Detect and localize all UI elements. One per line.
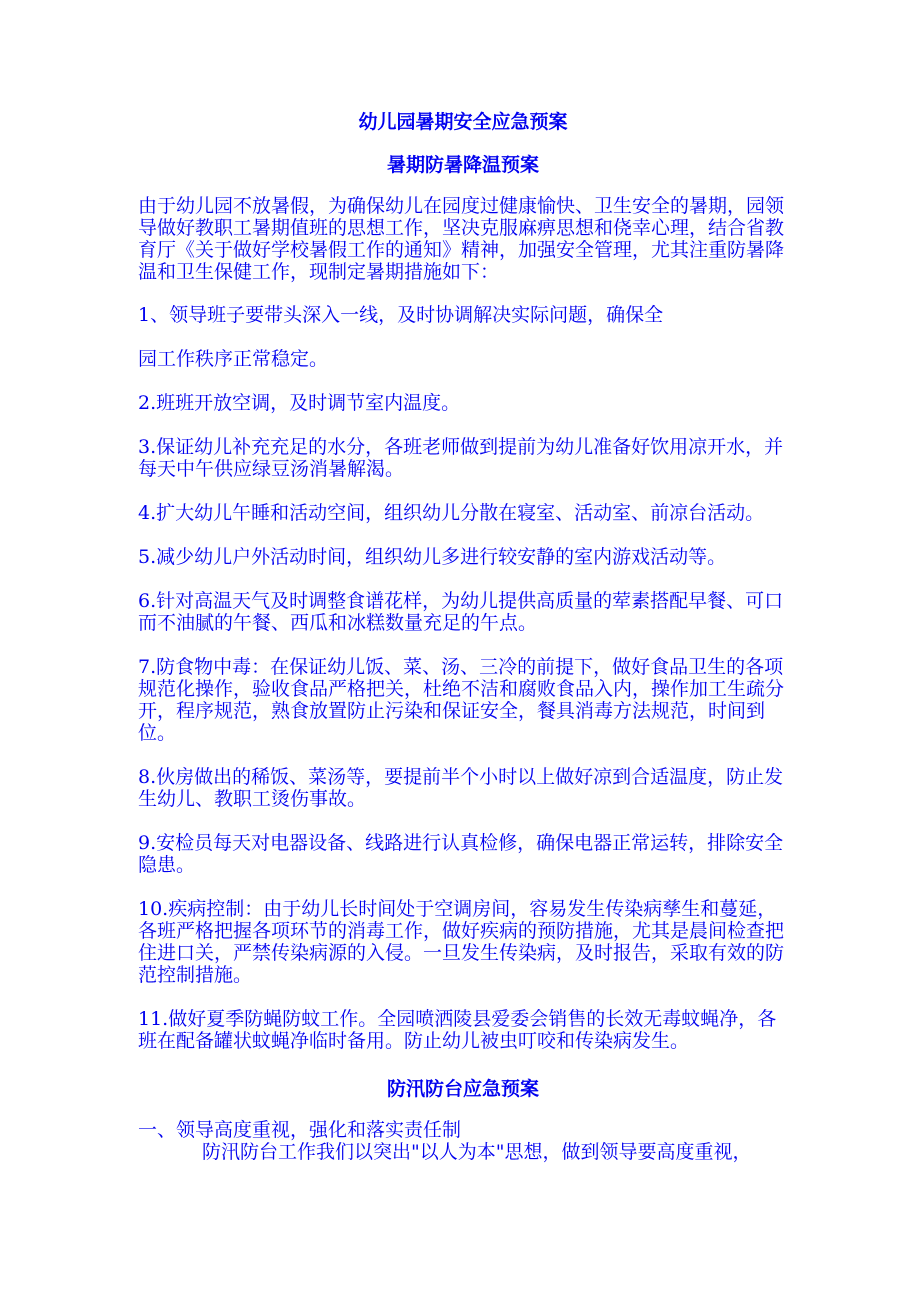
list-item: 5.减少幼儿户外活动时间，组织幼儿多进行较安静的室内游戏活动等。 [138,546,727,568]
list-item: 1、领导班子要带头深入一线，及时协调解决实际问题，确保全 [138,304,664,326]
list-item: 4.扩大幼儿午睡和活动空间，组织幼儿分散在寝室、活动室、前凉台活动。 [138,502,765,524]
list-item: 10.疾病控制：由于幼儿长时间处于空调房间，容易发生传染病孳生和蔓延，各班严格把握各项环节的消毒工作，做好疾病的预防措施，尤其是晨间检查把住进口关，严禁传染病源的入侵。一旦发生传染病，及时报告，采取有效的防范控制措施。 [138,898,785,986]
list-item: 3.保证幼儿补充充足的水分，各班老师做到提前为幼儿准备好饮用凉开水，并每天中午供应绿豆汤消暑解渴。 [138,436,784,480]
section-heading-flood: 防汛防台应急预案 [386,1078,539,1100]
body-line: 防汛防台工作我们以突出"以人为本"思想，做到领导要高度重视， [202,1141,752,1163]
list-item: 7.防食物中毒：在保证幼儿饭、菜、汤、三冷的前提下，做好食品卫生的各项规范化操作，验收食品严格把关，杜绝不洁和腐败食品入内，操作加工生疏分开，程序规范，熟食放置防止污染和保证安全，餐具消毒方法规范，时间到位。 [138,656,785,744]
list-item: 8.伙房做出的稀饭、菜汤等，要提前半个小时以上做好凉到合适温度，防止发生幼儿、教职工烫伤事故。 [138,766,784,810]
list-item: 9.安检员每天对电器设备、线路进行认真检修，确保电器正常运转，排除安全隐患。 [138,832,784,876]
list-item: 6.针对高温天气及时调整食谱花样，为幼儿提供高质量的荤素搭配早餐、可口而不油腻的午餐、西瓜和冰糕数量充足的午点。 [138,590,784,634]
document-title: 幼儿园暑期安全应急预案 [358,111,568,133]
list-item: 园工作秩序正常稳定。 [138,348,329,370]
intro-paragraph: 由于幼儿园不放暑假，为确保幼儿在园度过健康愉快、卫生安全的暑期，园领导做好教职工暑期值班的思想工作，坚决克服麻痹思想和侥幸心理，结合省教育厅《关于做好学校暑假工作的通知》精神，加强安全管理，尤其注重防暑降温和卫生保健工作，现制定暑期措施如下： [138,195,785,283]
section-heading-heat: 暑期防暑降温预案 [386,154,539,176]
subheading: 一、领导高度重视，强化和落实责任制 [138,1119,462,1141]
list-item: 11.做好夏季防蝇防蚊工作。全园喷洒陵县爱委会销售的长效无毒蚊蝇净，各班在配备罐状蚊蝇净临时备用。防止幼儿被虫叮咬和传染病发生。 [138,1008,777,1052]
document-body [138,105,788,1163]
list-item: 2.班班开放空调，及时调节室内温度。 [138,392,461,414]
